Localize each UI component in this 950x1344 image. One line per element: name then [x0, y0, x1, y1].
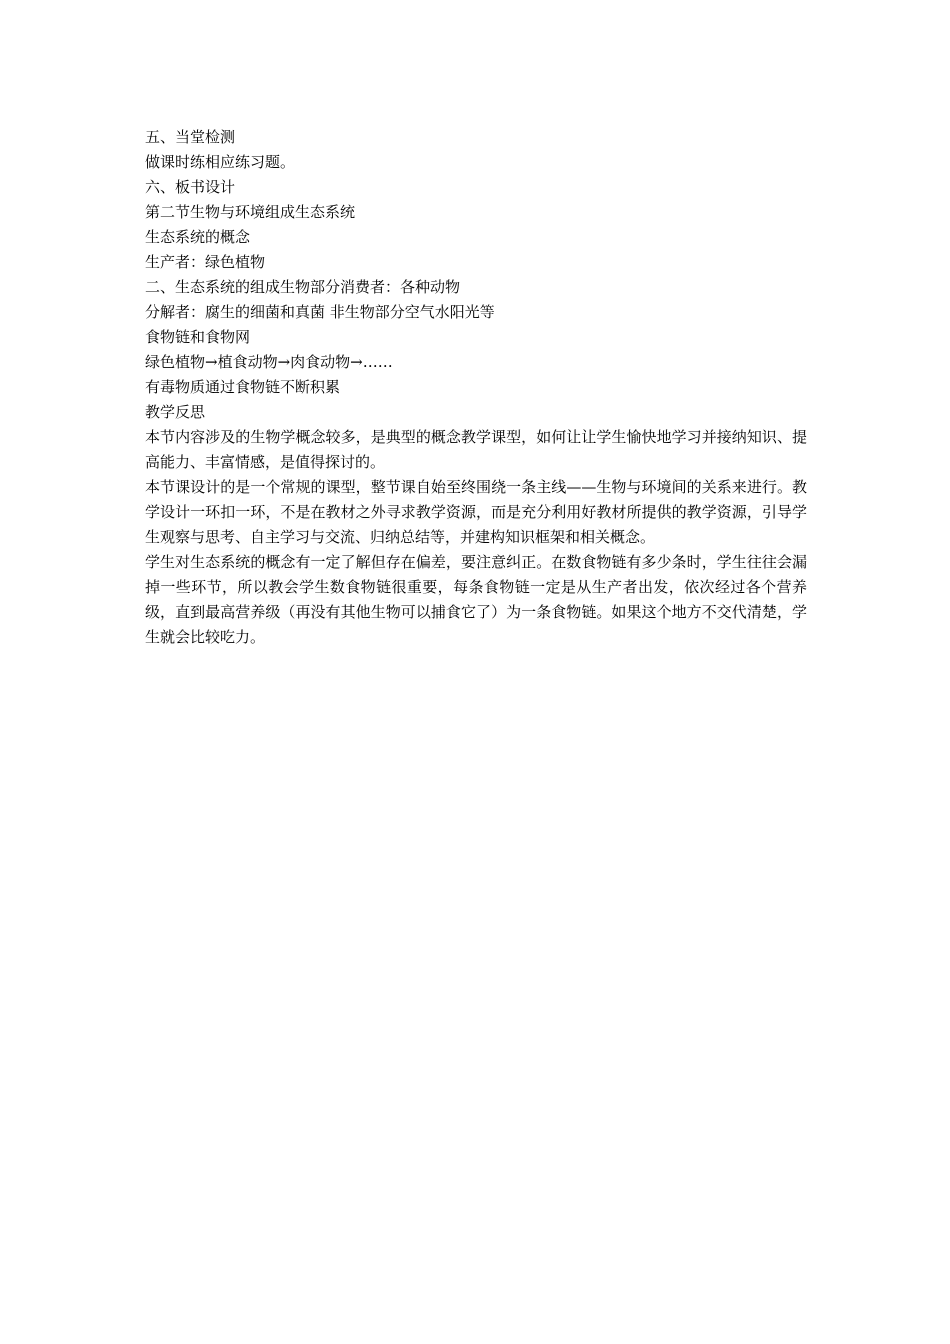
- section-heading-test: 五、当堂检测: [145, 128, 236, 146]
- text-line: 第二节生物与环境组成生态系统: [145, 203, 356, 221]
- text-line: 有毒物质通过食物链不断积累: [145, 378, 341, 396]
- text-line: 二、生态系统的组成生物部分消费者：各种动物: [145, 278, 461, 296]
- reflection-paragraph: 本节课设计的是一个常规的课型，整节课自始至终围绕一条主线——生物与环境间的关系来进行。教学设计一环扣一环，不是在教材之外寻求教学资源，而是充分利用好教材所提供的教学资源，引导学生观察与思考、自主学习与交流、归纳总结等，并建构知识框架和相关概念。: [145, 478, 807, 546]
- text-line: 分解者：腐生的细菌和真菌 非生物部分空气水阳光等: [145, 303, 495, 321]
- document-body: [145, 125, 807, 650]
- text-line: 生态系统的概念: [145, 228, 251, 246]
- food-chain-line: 绿色植物→植食动物→肉食动物→……: [145, 353, 393, 371]
- section-heading-reflection: 教学反思: [145, 403, 206, 421]
- reflection-paragraph: 本节内容涉及的生物学概念较多，是典型的概念教学课型，如何让让学生愉快地学习并接纳知识、提高能力、丰富情感，是值得探讨的。: [145, 428, 807, 471]
- section-heading-board-design: 六、板书设计: [145, 178, 236, 196]
- text-line: 食物链和食物网: [145, 328, 251, 346]
- reflection-paragraph: 学生对生态系统的概念有一定了解但存在偏差，要注意纠正。在数食物链有多少条时，学生往往会漏掉一些环节，所以教会学生数食物链很重要，每条食物链一定是从生产者出发，依次经过各个营养级，直到最高营养级（再没有其他生物可以捕食它了）为一条食物链。如果这个地方不交代清楚，学生就会比较吃力。: [145, 553, 807, 646]
- text-line: 生产者：绿色植物: [145, 253, 266, 271]
- text-line: 做课时练相应练习题。: [145, 153, 296, 171]
